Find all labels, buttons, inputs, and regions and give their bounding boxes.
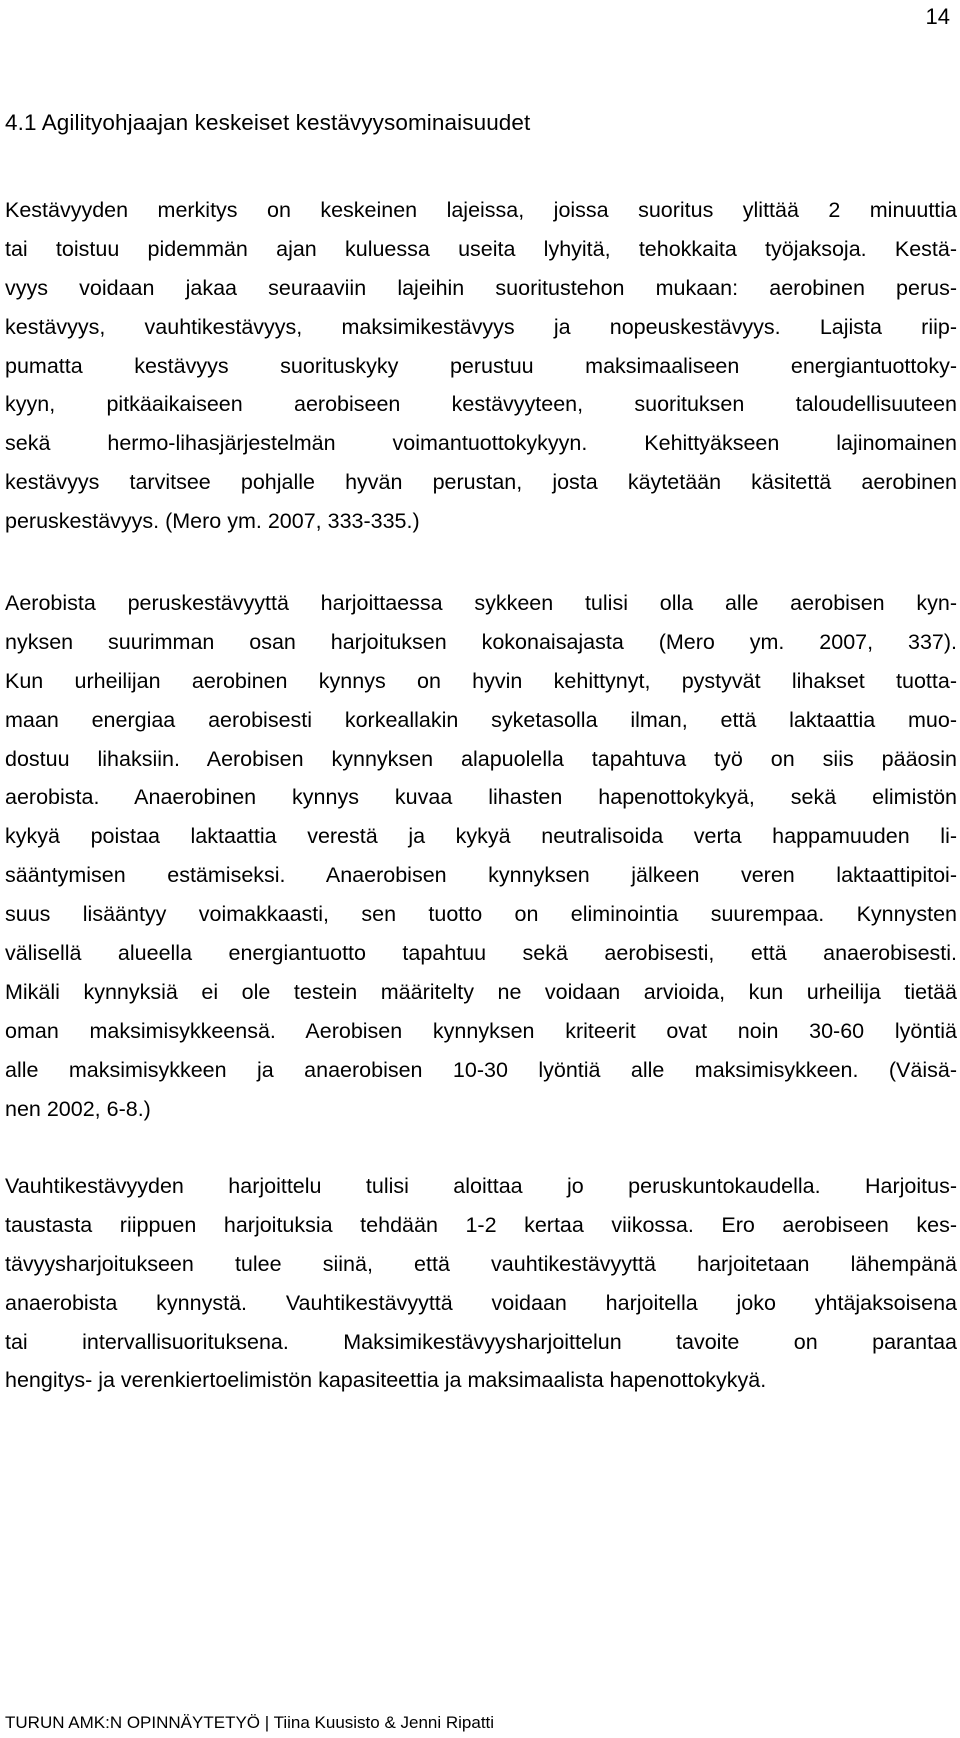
text-line: kestävyys tarvitsee pohjalle hyvän perustan, josta käytetään käsitettä aerobinen <box>5 470 957 495</box>
paragraph-kestavyys-lajit <box>5 191 957 541</box>
text-line: sääntymisen estämiseksi. Anaerobisen kynnyksen jälkeen veren laktaattipitoi- <box>5 863 957 888</box>
text-line: oman maksimisykkeensä. Aerobisen kynnyksen kriteerit ovat noin 30-60 lyöntiä <box>5 1018 957 1043</box>
text-line: tai toistuu pidemmän ajan kuluessa useita lyhyitä, tehokkaita työjaksoja. Kestä- <box>5 236 957 261</box>
text-line: Mikäli kynnyksiä ei ole testein määritelty ne voidaan arvioida, kun urheilija tietää <box>5 979 957 1004</box>
text-line: välisellä alueella energiantuotto tapahtuu sekä aerobisesti, että anaerobisesti. <box>5 941 957 966</box>
text-line: aerobista. Anaerobinen kynnys kuvaa lihasten hapenottokykyä, sekä elimistön <box>5 785 957 810</box>
page-number: 14 <box>925 4 950 29</box>
text-line: Aerobista peruskestävyyttä harjoittaessa sykkeen tulisi olla alle aerobisen kyn- <box>5 591 957 615</box>
text-line: kykyä poistaa laktaattia verestä ja kykyä neutralisoida verta happamuuden li- <box>5 824 957 849</box>
text-line: maan energiaa aerobisesti korkeallakin syketasolla ilman, että laktaattia muo- <box>5 707 957 732</box>
text-line: Kestävyyden merkitys on keskeinen lajeissa, joissa suoritus ylittää 2 minuuttia <box>5 198 957 222</box>
text-line: sekä hermo-lihasjärjestelmän voimantuottokykyyn. Kehittyäkseen lajinomainen <box>5 431 957 456</box>
text-line: anaerobista kynnystä. Vauhtikestävyyttä voidaan harjoitella joko yhtäjaksoisena <box>5 1290 957 1315</box>
text-line: Kun urheilijan aerobinen kynnys on hyvin kehittynyt, pystyvät lihakset tuotta- <box>5 668 957 693</box>
section-heading: 4.1 Agilityohjaajan keskeiset kestävyysominaisuudet <box>5 110 531 135</box>
paragraph-aerobinen-kynnys <box>5 584 957 1128</box>
text-line: kyyn, pitkäaikaiseen aerobiseen kestävyyteen, suorituksen taloudellisuuteen <box>5 392 957 417</box>
text-line: Vauhtikestävyyden harjoittelu tulisi aloittaa jo peruskuntokaudella. Harjoitus- <box>5 1174 957 1198</box>
text-line: hengitys- ja verenkiertoelimistön kapasiteettia ja maksimaalista hapenottokykyä. <box>5 1368 767 1393</box>
text-line: vyys voidaan jakaa seuraaviin lajeihin suoritustehon mukaan: aerobinen perus- <box>5 275 957 300</box>
text-line: alle maksimisykkeen ja anaerobisen 10-30 lyöntiä alle maksimisykkeen. (Väisä- <box>5 1057 957 1082</box>
text-line: kestävyys, vauhtikestävyys, maksimikestävyys ja nopeuskestävyys. Lajista riip- <box>5 314 957 339</box>
text-line: nen 2002, 6-8.) <box>5 1096 151 1121</box>
page-footer: TURUN AMK:N OPINNÄYTETYÖ | Tiina Kuusisto & Jenni Ripatti <box>5 1713 495 1732</box>
text-line: tävyysharjoitukseen tulee siinä, että vauhtikestävyyttä harjoitetaan lähempänä <box>5 1251 957 1276</box>
text-line: tai intervallisuorituksena. Maksimikestävyysharjoittelun tavoite on parantaa <box>5 1329 957 1354</box>
text-line: taustasta riippuen harjoituksia tehdään 1-2 kertaa viikossa. Ero aerobiseen kes- <box>5 1212 957 1237</box>
text-line: dostuu lihaksiin. Aerobisen kynnyksen alapuolella tapahtuva työ on siis pääosin <box>5 746 957 771</box>
text-line: pumatta kestävyys suorituskyky perustuu maksimaaliseen energiantuottoky- <box>5 353 957 378</box>
text-line: peruskestävyys. (Mero ym. 2007, 333-335.) <box>5 509 420 534</box>
paragraph-vauhtikestavyys <box>5 1167 957 1400</box>
text-line: nyksen suurimman osan harjoituksen kokonaisajasta (Mero ym. 2007, 337). <box>5 629 957 654</box>
text-line: suus lisääntyy voimakkaasti, sen tuotto on eliminointia suurempaa. Kynnysten <box>5 902 957 927</box>
